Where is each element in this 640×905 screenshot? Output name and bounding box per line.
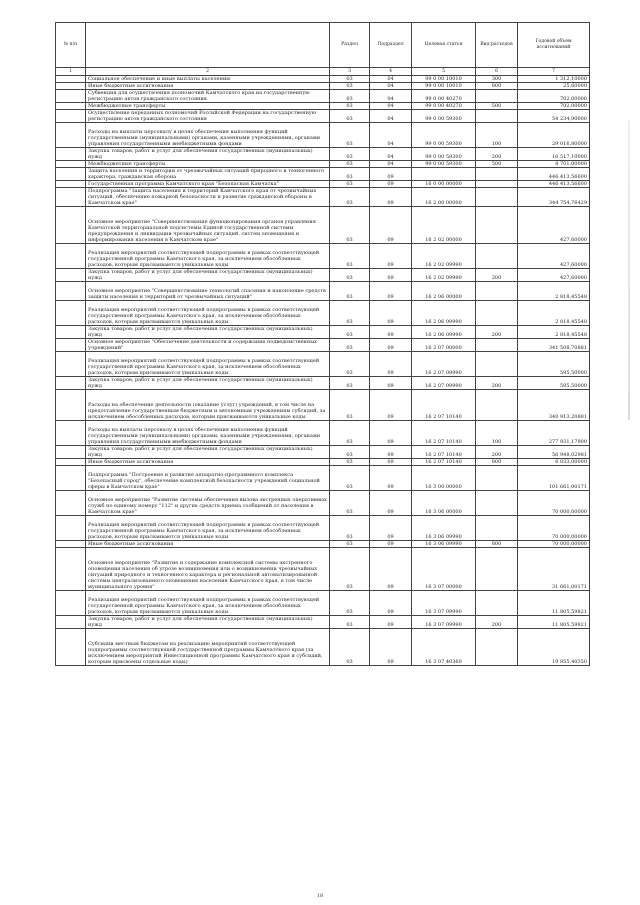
row-expense-type (476, 282, 518, 301)
row-expense-type: 200 (476, 326, 518, 339)
row-number (56, 491, 86, 516)
row-name: Закупка товаров, работ и услуг для обеспечения государственных (муниципальных) нужд (86, 616, 330, 629)
table-row (56, 83, 590, 90)
table-row (56, 90, 590, 103)
row-number (56, 466, 86, 491)
table-row (56, 446, 590, 459)
row-target-article: 16 2 07 10140 (412, 390, 476, 421)
row-expense-type: 200 (476, 446, 518, 459)
table-row (56, 591, 590, 616)
column-index: 2 (86, 68, 330, 76)
column-index: 5 (412, 68, 476, 76)
row-razdel: 03 (330, 181, 370, 188)
row-podrazdel: 09 (370, 207, 412, 244)
row-target-article: 16 2 06 00000 (412, 282, 476, 301)
row-number (56, 548, 86, 591)
row-number (56, 103, 86, 110)
row-razdel: 03 (330, 491, 370, 516)
page-number: 18 (316, 893, 324, 899)
row-amount: 56 948,02981 (518, 446, 590, 459)
header-row (56, 23, 590, 68)
row-razdel: 03 (330, 459, 370, 466)
column-index-row (56, 68, 590, 76)
table-row (56, 548, 590, 591)
row-target-article: 16 2 00 00000 (412, 188, 476, 207)
table-row (56, 103, 590, 110)
table-row (56, 629, 590, 666)
table-row (56, 282, 590, 301)
row-target-article: 99 0 00 40270 (412, 90, 476, 103)
row-expense-type (476, 244, 518, 269)
column-index: 7 (518, 68, 590, 76)
row-number (56, 459, 86, 466)
row-target-article: 16 3 06 00000 (412, 491, 476, 516)
table-row (56, 110, 590, 123)
row-target-article: 16 2 02 09990 (412, 244, 476, 269)
row-amount: 595,50000 (518, 377, 590, 390)
column-index: 6 (476, 68, 518, 76)
table-row (56, 516, 590, 541)
row-razdel: 03 (330, 103, 370, 110)
row-name: Закупка товаров, работ и услуг для обеспечения государственных (муниципальных) нужд (86, 446, 330, 459)
row-name: Реализация мероприятий соответствующей подпрограммы в рамках соответствующей государственной программы Камчатского края, за исключением обособленных расходов, которым присваиваются уникальные коды (86, 301, 330, 326)
row-podrazdel: 04 (370, 76, 412, 83)
column-index: 4 (370, 68, 412, 76)
row-expense-type: 300 (476, 76, 518, 83)
row-target-article: 16 2 06 09990 (412, 301, 476, 326)
row-razdel: 03 (330, 541, 370, 548)
row-podrazdel: 09 (370, 629, 412, 666)
row-podrazdel: 09 (370, 269, 412, 282)
row-expense-type (476, 629, 518, 666)
row-target-article: 99 0 00 59300 (412, 161, 476, 168)
row-amount: 427,60000 (518, 244, 590, 269)
row-podrazdel: 09 (370, 326, 412, 339)
row-amount: 70 000,00000 (518, 541, 590, 548)
row-target-article: 99 0 00 59300 (412, 123, 476, 148)
row-number (56, 516, 86, 541)
row-name: Межбюджетные трансферты (86, 103, 330, 110)
row-amount: 2 818,45548 (518, 301, 590, 326)
row-name: Иные бюджетные ассигнования (86, 83, 330, 90)
row-expense-type: 100 (476, 123, 518, 148)
row-name: Закупка товаров, работ и услуг для обеспечения государственных (муниципальных) нужд (86, 148, 330, 161)
row-amount: 8 701,00000 (518, 161, 590, 168)
row-name: Защита населения и территории от чрезвычайных ситуаций природного и техногенного характера, гражданская оборона (86, 168, 330, 181)
row-podrazdel: 09 (370, 548, 412, 591)
budget-sheet (55, 22, 589, 666)
row-razdel: 03 (330, 161, 370, 168)
row-name: Субсидии местным бюджетам на реализацию мероприятий соответствующей подпрограммы соответствующей государственной программы Камчатского края (за исключением мероприятий Инвестиционной программы Камчатского края и субсидий, которым присвоены отдельные коды) (86, 629, 330, 666)
table-row (56, 339, 590, 352)
column-index: 1 (56, 68, 86, 76)
row-amount: 702,00000 (518, 90, 590, 103)
row-amount: 595,50000 (518, 352, 590, 377)
row-podrazdel: 09 (370, 491, 412, 516)
row-podrazdel: 09 (370, 282, 412, 301)
row-number (56, 352, 86, 377)
row-target-article: 16 3 06 09990 (412, 516, 476, 541)
row-amount: 702,00000 (518, 103, 590, 110)
row-number (56, 390, 86, 421)
row-target-article: 16 3 07 09990 (412, 616, 476, 629)
table-row (56, 244, 590, 269)
row-expense-type (476, 390, 518, 421)
row-name: Социальное обеспечение и иные выплаты населению (86, 76, 330, 83)
row-number (56, 421, 86, 446)
row-expense-type (476, 90, 518, 103)
table-row (56, 459, 590, 466)
row-number (56, 339, 86, 352)
row-target-article: 99 0 00 40270 (412, 103, 476, 110)
header-num: № п/п (56, 23, 86, 68)
row-razdel: 03 (330, 516, 370, 541)
row-razdel: 03 (330, 168, 370, 181)
row-name: Закупка товаров, работ и услуг для обеспечения государственных (муниципальных) нужд (86, 377, 330, 390)
row-expense-type (476, 516, 518, 541)
row-name: Подпрограмма "Защита населения и территорий Камчатского края от чрезвычайных ситуаций, обеспечение пожарной безопасности и развитие гражданской обороны в Камчатском крае" (86, 188, 330, 207)
row-podrazdel: 04 (370, 103, 412, 110)
row-name: Основное мероприятие "Развитие системы обеспечения вызова экстренных оперативных служб по единому номеру "112" и других средств приема сообщений от населения в Камчатском крае" (86, 491, 330, 516)
row-target-article: 16 2 02 09990 (412, 269, 476, 282)
row-number (56, 168, 86, 181)
header-podrazdel: Подраздел (370, 23, 412, 68)
row-razdel: 03 (330, 390, 370, 421)
row-expense-type: 800 (476, 83, 518, 90)
row-podrazdel: 04 (370, 83, 412, 90)
row-razdel: 03 (330, 616, 370, 629)
header-name (86, 23, 330, 68)
row-name: Подпрограмма "Построение и развитие аппаратно-программного комплекса "Безопасный город", обеспечение комплексной безопасности учреждений социальной сферы в Камчатском крае" (86, 466, 330, 491)
table-row (56, 188, 590, 207)
row-name: Иные бюджетные ассигнования (86, 541, 330, 548)
row-expense-type (476, 466, 518, 491)
row-podrazdel: 09 (370, 339, 412, 352)
row-podrazdel: 09 (370, 181, 412, 188)
row-number (56, 83, 86, 90)
row-number (56, 90, 86, 103)
table-row (56, 207, 590, 244)
budget-table (55, 22, 590, 666)
row-podrazdel: 09 (370, 541, 412, 548)
table-row (56, 390, 590, 421)
row-name: Закупка товаров, работ и услуг для обеспечения государственных (муниципальных) нужд (86, 269, 330, 282)
row-number (56, 207, 86, 244)
row-number (56, 188, 86, 207)
row-target-article: 16 2 06 09990 (412, 326, 476, 339)
row-expense-type (476, 188, 518, 207)
row-podrazdel: 09 (370, 244, 412, 269)
row-expense-type (476, 548, 518, 591)
row-target-article: 16 2 07 00000 (412, 339, 476, 352)
header-annual-amount: Годовой объем ассигнований (518, 23, 590, 68)
row-podrazdel: 09 (370, 188, 412, 207)
row-target-article: 16 2 02 00000 (412, 207, 476, 244)
row-number (56, 377, 86, 390)
table-row (56, 168, 590, 181)
table-row (56, 301, 590, 326)
table-row (56, 123, 590, 148)
row-amount: 277 931,17900 (518, 421, 590, 446)
row-number (56, 269, 86, 282)
row-razdel: 03 (330, 188, 370, 207)
row-name: Расходы на обеспечение деятельности (оказание услуг) учреждений, в том числе на предоставление государственным бюджетным и автономным учреждениям субсидий, за исключением обособленных расходов, которым присваиваются уникальные коды (86, 390, 330, 421)
row-razdel: 03 (330, 466, 370, 491)
row-target-article: 16 2 07 09990 (412, 377, 476, 390)
row-target-article: 16 3 07 00000 (412, 548, 476, 591)
row-razdel: 03 (330, 548, 370, 591)
row-name: Расходы на выплаты персоналу в целях обеспечения выполнения функций государственными (муниципальными) органами, казенными учреждениями, органами управления государственными внебюджетными фондами (86, 123, 330, 148)
table-row (56, 421, 590, 446)
row-name: Реализация мероприятий соответствующей подпрограммы в рамках соответствующей государственной программы Камчатского края, за исключением обособленных расходов, которым присваиваются уникальные коды (86, 244, 330, 269)
row-target-article: 99 0 00 59300 (412, 110, 476, 123)
row-razdel: 03 (330, 269, 370, 282)
row-target-article: 16 0 00 00000 (412, 181, 476, 188)
table-row (56, 161, 590, 168)
row-podrazdel: 04 (370, 110, 412, 123)
row-amount: 1 312,10000 (518, 76, 590, 83)
row-amount: 29 016,80000 (518, 123, 590, 148)
row-podrazdel: 09 (370, 446, 412, 459)
row-name: Реализация мероприятий соответствующей подпрограммы в рамках соответствующей государственной программы Камчатского края, за исключением обособленных расходов, которым присваиваются уникальные коды (86, 352, 330, 377)
row-target-article (412, 168, 476, 181)
row-razdel: 03 (330, 148, 370, 161)
row-number (56, 326, 86, 339)
row-name: Государственная программа Камчатского края "Безопасная Камчатка" (86, 181, 330, 188)
row-podrazdel: 09 (370, 377, 412, 390)
row-podrazdel: 09 (370, 352, 412, 377)
row-expense-type (476, 591, 518, 616)
row-razdel: 03 (330, 421, 370, 446)
row-name: Иные бюджетные ассигнования (86, 459, 330, 466)
row-number (56, 301, 86, 326)
row-podrazdel: 09 (370, 301, 412, 326)
row-expense-type (476, 301, 518, 326)
row-amount: 11 805,59821 (518, 616, 590, 629)
row-amount: 16 517,10000 (518, 148, 590, 161)
header-expense-type: Вид расходов (476, 23, 518, 68)
row-podrazdel: 09 (370, 466, 412, 491)
row-expense-type (476, 168, 518, 181)
row-target-article: 99 0 00 10010 (412, 76, 476, 83)
row-amount: 70 000,00000 (518, 516, 590, 541)
row-number (56, 446, 86, 459)
row-expense-type (476, 207, 518, 244)
row-razdel: 03 (330, 352, 370, 377)
table-row (56, 466, 590, 491)
row-target-article: 99 0 00 10010 (412, 83, 476, 90)
row-razdel: 03 (330, 83, 370, 90)
row-target-article: 16 2 07 09990 (412, 352, 476, 377)
row-name: Межбюджетные трансферты (86, 161, 330, 168)
row-podrazdel: 09 (370, 390, 412, 421)
table-row (56, 541, 590, 548)
row-expense-type: 200 (476, 377, 518, 390)
table-row (56, 269, 590, 282)
row-number (56, 76, 86, 83)
row-number (56, 123, 86, 148)
row-target-article: 16 2 07 10140 (412, 459, 476, 466)
table-row (56, 326, 590, 339)
row-target-article: 16 2 07 10140 (412, 421, 476, 446)
row-podrazdel: 09 (370, 421, 412, 446)
row-expense-type (476, 491, 518, 516)
row-razdel: 03 (330, 110, 370, 123)
row-amount: 2 818,45548 (518, 282, 590, 301)
row-amount: 341 508,70881 (518, 339, 590, 352)
table-row (56, 491, 590, 516)
row-razdel: 03 (330, 377, 370, 390)
row-razdel: 03 (330, 326, 370, 339)
row-target-article: 16 3 06 09990 (412, 541, 476, 548)
table-row (56, 377, 590, 390)
row-name: Основное мероприятие "Совершенствование технологий спасения и накопление средств защиты населения и территорий от чрезвычайных ситуаций" (86, 282, 330, 301)
row-podrazdel: 09 (370, 168, 412, 181)
row-amount: 70 000,00000 (518, 491, 590, 516)
row-target-article: 16 2 07 10140 (412, 446, 476, 459)
row-name: Реализация мероприятий соответствующей подпрограммы в рамках соответствующей государственной программы Камчатского края, за исключением обособленных расходов, которым присваиваются уникальные коды (86, 516, 330, 541)
row-amount: 446 413,56600 (518, 181, 590, 188)
row-number (56, 616, 86, 629)
table-row (56, 352, 590, 377)
table-row (56, 616, 590, 629)
row-amount: 54 234,90000 (518, 110, 590, 123)
row-number (56, 148, 86, 161)
header-razdel: Раздел (330, 23, 370, 68)
table-row (56, 148, 590, 161)
row-amount: 101 661,00171 (518, 466, 590, 491)
row-number (56, 110, 86, 123)
header-target-article: Целевая статья (412, 23, 476, 68)
row-amount: 11 805,59821 (518, 591, 590, 616)
row-target-article: 16 3 07 09990 (412, 591, 476, 616)
row-target-article: 16 3 00 00000 (412, 466, 476, 491)
row-razdel: 03 (330, 446, 370, 459)
row-amount: 19 855,40350 (518, 629, 590, 666)
row-name: Закупка товаров, работ и услуг для обеспечения государственных (муниципальных) нужд (86, 326, 330, 339)
row-target-article: 16 3 07 40360 (412, 629, 476, 666)
row-name: Основное мероприятие "Обеспечение деятельности и содержание подведомственных учреждений" (86, 339, 330, 352)
row-podrazdel: 04 (370, 161, 412, 168)
row-name: Основное мероприятие "Совершенствование функционирования органов управления Камчатской территориальной подсистемы Единой государственной системы предупреждения и ликвидации чрезвычайных ситуаций, систем оповещения и информирования населения в Камчатском крае" (86, 207, 330, 244)
row-expense-type: 100 (476, 421, 518, 446)
row-expense-type (476, 181, 518, 188)
row-number (56, 181, 86, 188)
row-razdel: 03 (330, 244, 370, 269)
row-expense-type: 800 (476, 459, 518, 466)
row-expense-type: 500 (476, 161, 518, 168)
row-podrazdel: 04 (370, 123, 412, 148)
row-amount: 344 754,76429 (518, 188, 590, 207)
row-number (56, 282, 86, 301)
row-razdel: 03 (330, 591, 370, 616)
row-amount: 6 033,00000 (518, 459, 590, 466)
row-amount: 446 413,56600 (518, 168, 590, 181)
row-expense-type: 200 (476, 148, 518, 161)
row-expense-type: 500 (476, 103, 518, 110)
row-name: Субвенция для осуществления полномочий Камчатского края на государственную регистрацию актов гражданского состояния (86, 90, 330, 103)
row-podrazdel: 04 (370, 90, 412, 103)
row-number (56, 591, 86, 616)
row-expense-type: 200 (476, 269, 518, 282)
row-expense-type: 200 (476, 616, 518, 629)
row-name: Основное мероприятие "Развитие и содержание комплексной системы экстренного оповещения населения об угрозе возникновения или о возникновении чрезвычайных ситуаций природного и техногенного характера и региональной автоматизированной системы централизованного оповещения населения Камчатского края, в том числе муниципального уровня" (86, 548, 330, 591)
row-razdel: 03 (330, 90, 370, 103)
row-razdel: 03 (330, 301, 370, 326)
row-amount: 340 913,20881 (518, 390, 590, 421)
scan-edge-mark (628, 120, 630, 420)
row-amount: 427,60000 (518, 269, 590, 282)
table-row (56, 76, 590, 83)
row-razdel: 03 (330, 629, 370, 666)
row-razdel: 03 (330, 339, 370, 352)
row-expense-type (476, 352, 518, 377)
row-number (56, 244, 86, 269)
row-razdel: 03 (330, 123, 370, 148)
row-expense-type (476, 339, 518, 352)
row-podrazdel: 09 (370, 516, 412, 541)
row-razdel: 03 (330, 76, 370, 83)
table-row (56, 181, 590, 188)
row-razdel: 03 (330, 207, 370, 244)
row-razdel: 03 (330, 282, 370, 301)
row-target-article: 99 0 00 59300 (412, 148, 476, 161)
row-amount: 427,60000 (518, 207, 590, 244)
row-podrazdel: 09 (370, 459, 412, 466)
row-number (56, 541, 86, 548)
row-name: Реализация мероприятий соответствующей подпрограммы в рамках соответствующей государственной программы Камчатского края, за исключением обособленных расходов, которым присваиваются уникальные коды (86, 591, 330, 616)
row-name: Осуществление переданных полномочий Российской Федерации на государственную регистрацию актов гражданского состояния (86, 110, 330, 123)
row-number (56, 629, 86, 666)
row-name: Расходы на выплаты персоналу в целях обеспечения выполнения функций государственными (муниципальными) органами, казенными учреждениями, органами управления государственными внебюджетными фондами (86, 421, 330, 446)
row-expense-type: 800 (476, 541, 518, 548)
row-amount: 25,60000 (518, 83, 590, 90)
row-expense-type (476, 110, 518, 123)
row-podrazdel: 09 (370, 616, 412, 629)
row-podrazdel: 09 (370, 591, 412, 616)
row-amount: 31 661,00171 (518, 548, 590, 591)
row-podrazdel: 04 (370, 148, 412, 161)
row-number (56, 161, 86, 168)
column-index: 3 (330, 68, 370, 76)
row-amount: 2 818,45548 (518, 326, 590, 339)
